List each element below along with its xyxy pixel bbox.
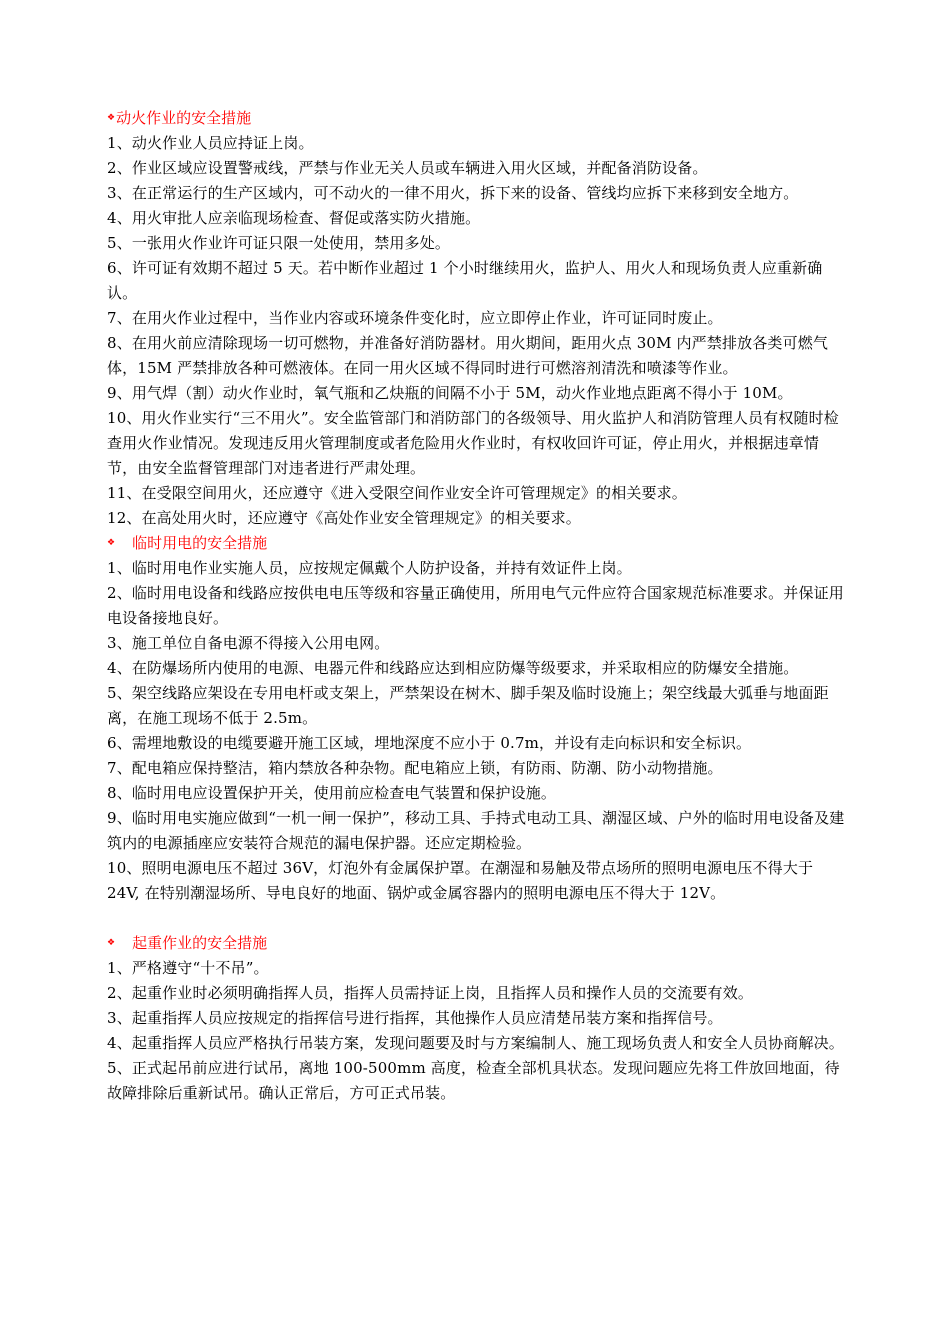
list-item: 3、在正常运行的生产区域内，可不动火的一律不用火，拆下来的设备、管线均应拆下来移到安全地方。	[107, 184, 799, 202]
list-item: 4、用火审批人应亲临现场检查、督促或落实防火措施。	[107, 209, 481, 227]
list-item: 3、起重指挥人员应按规定的指挥信号进行指挥，其他操作人员应清楚吊装方案和指挥信号。	[107, 1009, 723, 1027]
list-item: 12、在高处用火时，还应遵守《高处作业安全管理规定》的相关要求。	[107, 509, 581, 527]
section-title: 临时用电的安全措施	[132, 534, 268, 552]
diamond-bullet-icon: ❖	[107, 938, 116, 948]
list-item: 9、用气焊（割）动火作业时，氧气瓶和乙炔瓶的间隔不小于 5M，动火作业地点距离不得小于 10M。	[107, 384, 793, 402]
list-item: 4、在防爆场所内使用的电源、电器元件和线路应达到相应防爆等级要求，并采取相应的防爆安全措施。	[107, 659, 799, 677]
list-item: 3、施工单位自备电源不得接入公用电网。	[107, 634, 390, 652]
document-page	[107, 106, 847, 1106]
list-item: 9、临时用电实施应做到“一机一闸一保护”，移动工具、手持式电动工具、潮湿区域、户外的临时用电设备及建筑内的电源插座应安装符合规范的漏电保护器。还应定期检验。	[107, 809, 845, 852]
list-item: 1、严格遵守“十不吊”。	[107, 959, 269, 977]
list-item: 10、用火作业实行“三不用火”。安全监管部门和消防部门的各级领导、用火监护人和消防管理人员有权随时检查用火作业情况。发现违反用火管理制度或者危险用火作业时，有权收回许可证，停止用火，并根据违章情节，由安全监督管理部门对违者进行严肃处理。	[107, 409, 839, 477]
list-item: 6、需埋地敷设的电缆要避开施工区域，埋地深度不应小于 0.7m，并设有走向标识和安全标识。	[107, 734, 752, 752]
list-item: 5、正式起吊前应进行试吊，离地 100-500mm 高度，检查全部机具状态。发现问题应先将工件放回地面，待故障排除后重新试吊。确认正常后，方可正式吊装。	[107, 1059, 840, 1102]
section-title: 动火作业的安全措施	[116, 109, 252, 127]
list-item: 4、起重指挥人员应严格执行吊装方案，发现问题要及时与方案编制人、施工现场负责人和安全人员协商解决。	[107, 1034, 844, 1052]
section-lifting-work	[107, 931, 847, 1106]
diamond-bullet-icon: ❖	[107, 113, 116, 123]
blank-line	[107, 906, 847, 931]
list-item: 8、在用火前应清除现场一切可燃物，并准备好消防器材。用火期间，距用火点 30M 内严禁排放各类可燃气体，15M 严禁排放各种可燃液体。在同一用火区域不得同时进行可燃溶剂清洗和喷漆等作业。	[107, 334, 829, 377]
list-item: 11、在受限空间用火，还应遵守《进入受限空间作业安全许可管理规定》的相关要求。	[107, 484, 687, 502]
section-heading	[107, 106, 847, 131]
list-item: 1、临时用电作业实施人员，应按规定佩戴个人防护设备，并持有效证件上岗。	[107, 559, 632, 577]
diamond-bullet-icon: ❖	[107, 538, 116, 548]
section-heading	[107, 931, 847, 956]
list-item: 7、配电箱应保持整洁，箱内禁放各种杂物。配电箱应上锁，有防雨、防潮、防小动物措施。	[107, 759, 723, 777]
list-item: 7、在用火作业过程中，当作业内容或环境条件变化时，应立即停止作业，许可证同时废止。	[107, 309, 723, 327]
list-item: 2、作业区域应设置警戒线，严禁与作业无关人员或车辆进入用火区域，并配备消防设备。	[107, 159, 708, 177]
list-item: 1、动火作业人员应持证上岗。	[107, 134, 314, 152]
section-title: 起重作业的安全措施	[132, 934, 268, 952]
list-item: 2、起重作业时必须明确指挥人员，指挥人员需持证上岗，且指挥人员和操作人员的交流要有效。	[107, 984, 753, 1002]
list-item: 2、临时用电设备和线路应按供电电压等级和容量正确使用，所用电气元件应符合国家规范标准要求。并保证用电设备接地良好。	[107, 584, 844, 627]
section-temporary-electricity	[107, 531, 847, 906]
section-heading	[107, 531, 847, 556]
list-item: 8、临时用电应设置保护开关，使用前应检查电气装置和保护设施。	[107, 784, 557, 802]
list-item: 6、许可证有效期不超过 5 天。若中断作业超过 1 个小时继续用火，监护人、用火人和现场负责人应重新确认。	[107, 259, 823, 302]
list-item: 5、架空线路应架设在专用电杆或支架上，严禁架设在树木、脚手架及临时设施上；架空线最大弧垂与地面距离，在施工现场不低于 2.5m。	[107, 684, 829, 727]
list-item: 5、一张用火作业许可证只限一处使用，禁用多处。	[107, 234, 450, 252]
section-hot-work	[107, 106, 847, 531]
list-item: 10、照明电源电压不超过 36V，灯泡外有金属保护罩。在潮湿和易触及带点场所的照明电源电压不得大于 24V, 在特别潮湿场所、导电良好的地面、锅炉或金属容器内的照明电源电压不得大于 12V。	[107, 859, 814, 902]
